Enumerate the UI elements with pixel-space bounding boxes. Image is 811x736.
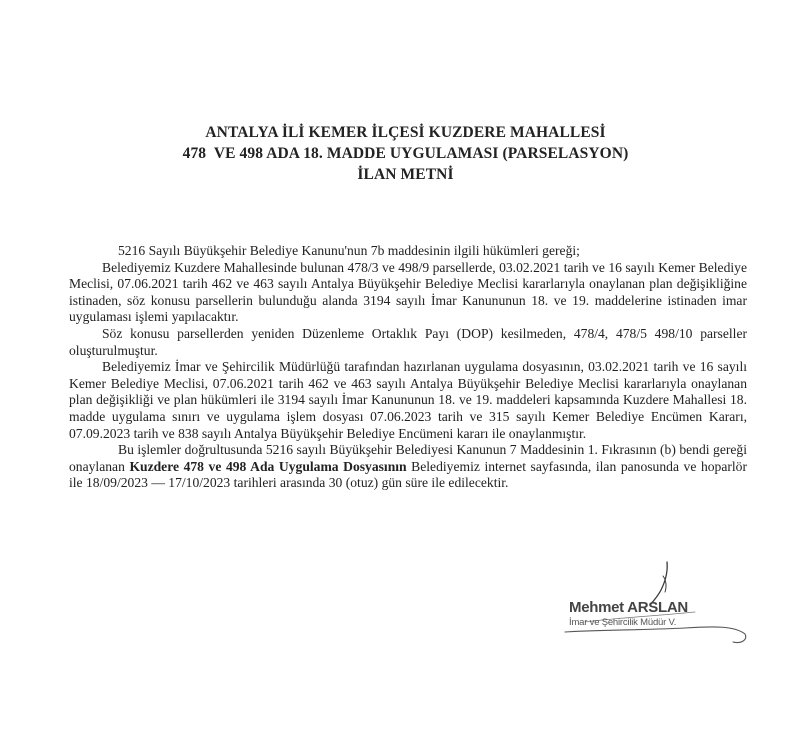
- paragraph-5-bold-text: Kuzdere 478 ve 498 Ada Uygulama Dosyasının: [129, 458, 407, 474]
- paragraph-5: [69, 442, 747, 492]
- title-line-3: İLAN METNİ: [357, 166, 454, 183]
- paragraph-4: Belediyemiz İmar ve Şehircilik Müdürlüğü tarafından hazırlanan uygulama dosyasının, 03.02.2021 tarih ve 16 sayılı Kemer Belediye Meclisi, 07.06.2021 tarih 462 ve 463 sayılı Antalya Büyükşehir Belediye Meclisi kararlarıyla onaylanan plan değişikliği ve plan hükümleri ile 3194 sayılı İmar Kanununun 18. ve 19. maddeleri kapsamında Kuzdere Mahallesi 18. madde uygulama sınırı ve uygulama işlem dosyası 07.06.2023 tarih ve 315 sayılı Kemer Belediye Encümen Kararı, 07.09.2023 tarih ve 838 sayılı Antalya Büyükşehir Belediye Encümeni kararı ile onaylanmıştır.: [69, 359, 747, 441]
- document-title: [0, 122, 811, 185]
- title-line-1: ANTALYA İLİ KEMER İLÇESİ KUZDERE MAHALLESİ: [205, 124, 606, 141]
- signature-block: [555, 560, 755, 670]
- paragraph-5-text-b: Belediyemiz internet sayfasında, ilan panosunda ve hoparlör ile 18/09/2023 — 17/10/2023 tarihleri arasında 30 (otuz) gün süre ile edilecektir.: [69, 458, 747, 491]
- paragraph-2: Belediyemiz Kuzdere Mahallesinde bulunan 478/3 ve 498/9 parsellerde, 03.02.2021 tarih ve 16 sayılı Kemer Belediye Meclisi, 07.06.2021 tarih 462 ve 463 sayılı Antalya Büyükşehir Belediye Meclisi kararlarıyla onaylanan plan değişikliğine istinaden, söz konusu parsellerin bulunduğu alanda 3194 sayılı İmar Kanununun 18. ve 19. maddelerine istinaden imar uygulaması işlemi yapılacaktır.: [69, 259, 747, 325]
- signatory-title: İmar ve Şehircilik Müdür V.: [569, 617, 677, 628]
- announcement-body: [69, 243, 747, 492]
- paragraph-5-text-a: Bu işlemler doğrultusunda 5216 sayılı Büyükşehir Belediyesi Kanunun 7 Maddesinin 1. Fıkrasının (b) bendi gereği onaylanan: [69, 442, 747, 474]
- signatory-name: Mehmet ARSLAN: [569, 599, 688, 616]
- title-line-2: 478 VE 498 ADA 18. MADDE UYGULAMASI (PARSELASYON): [182, 145, 629, 162]
- paragraph-1: 5216 Sayılı Büyükşehir Belediye Kanunu'nun 7b maddesinin ilgili hükümleri gereği;: [118, 243, 580, 258]
- paragraph-3: Söz konusu parsellerden yeniden Düzenleme Ortaklık Payı (DOP) kesilmeden, 478/4, 478/5 498/10 parseller oluşturulmuştur.: [69, 325, 747, 358]
